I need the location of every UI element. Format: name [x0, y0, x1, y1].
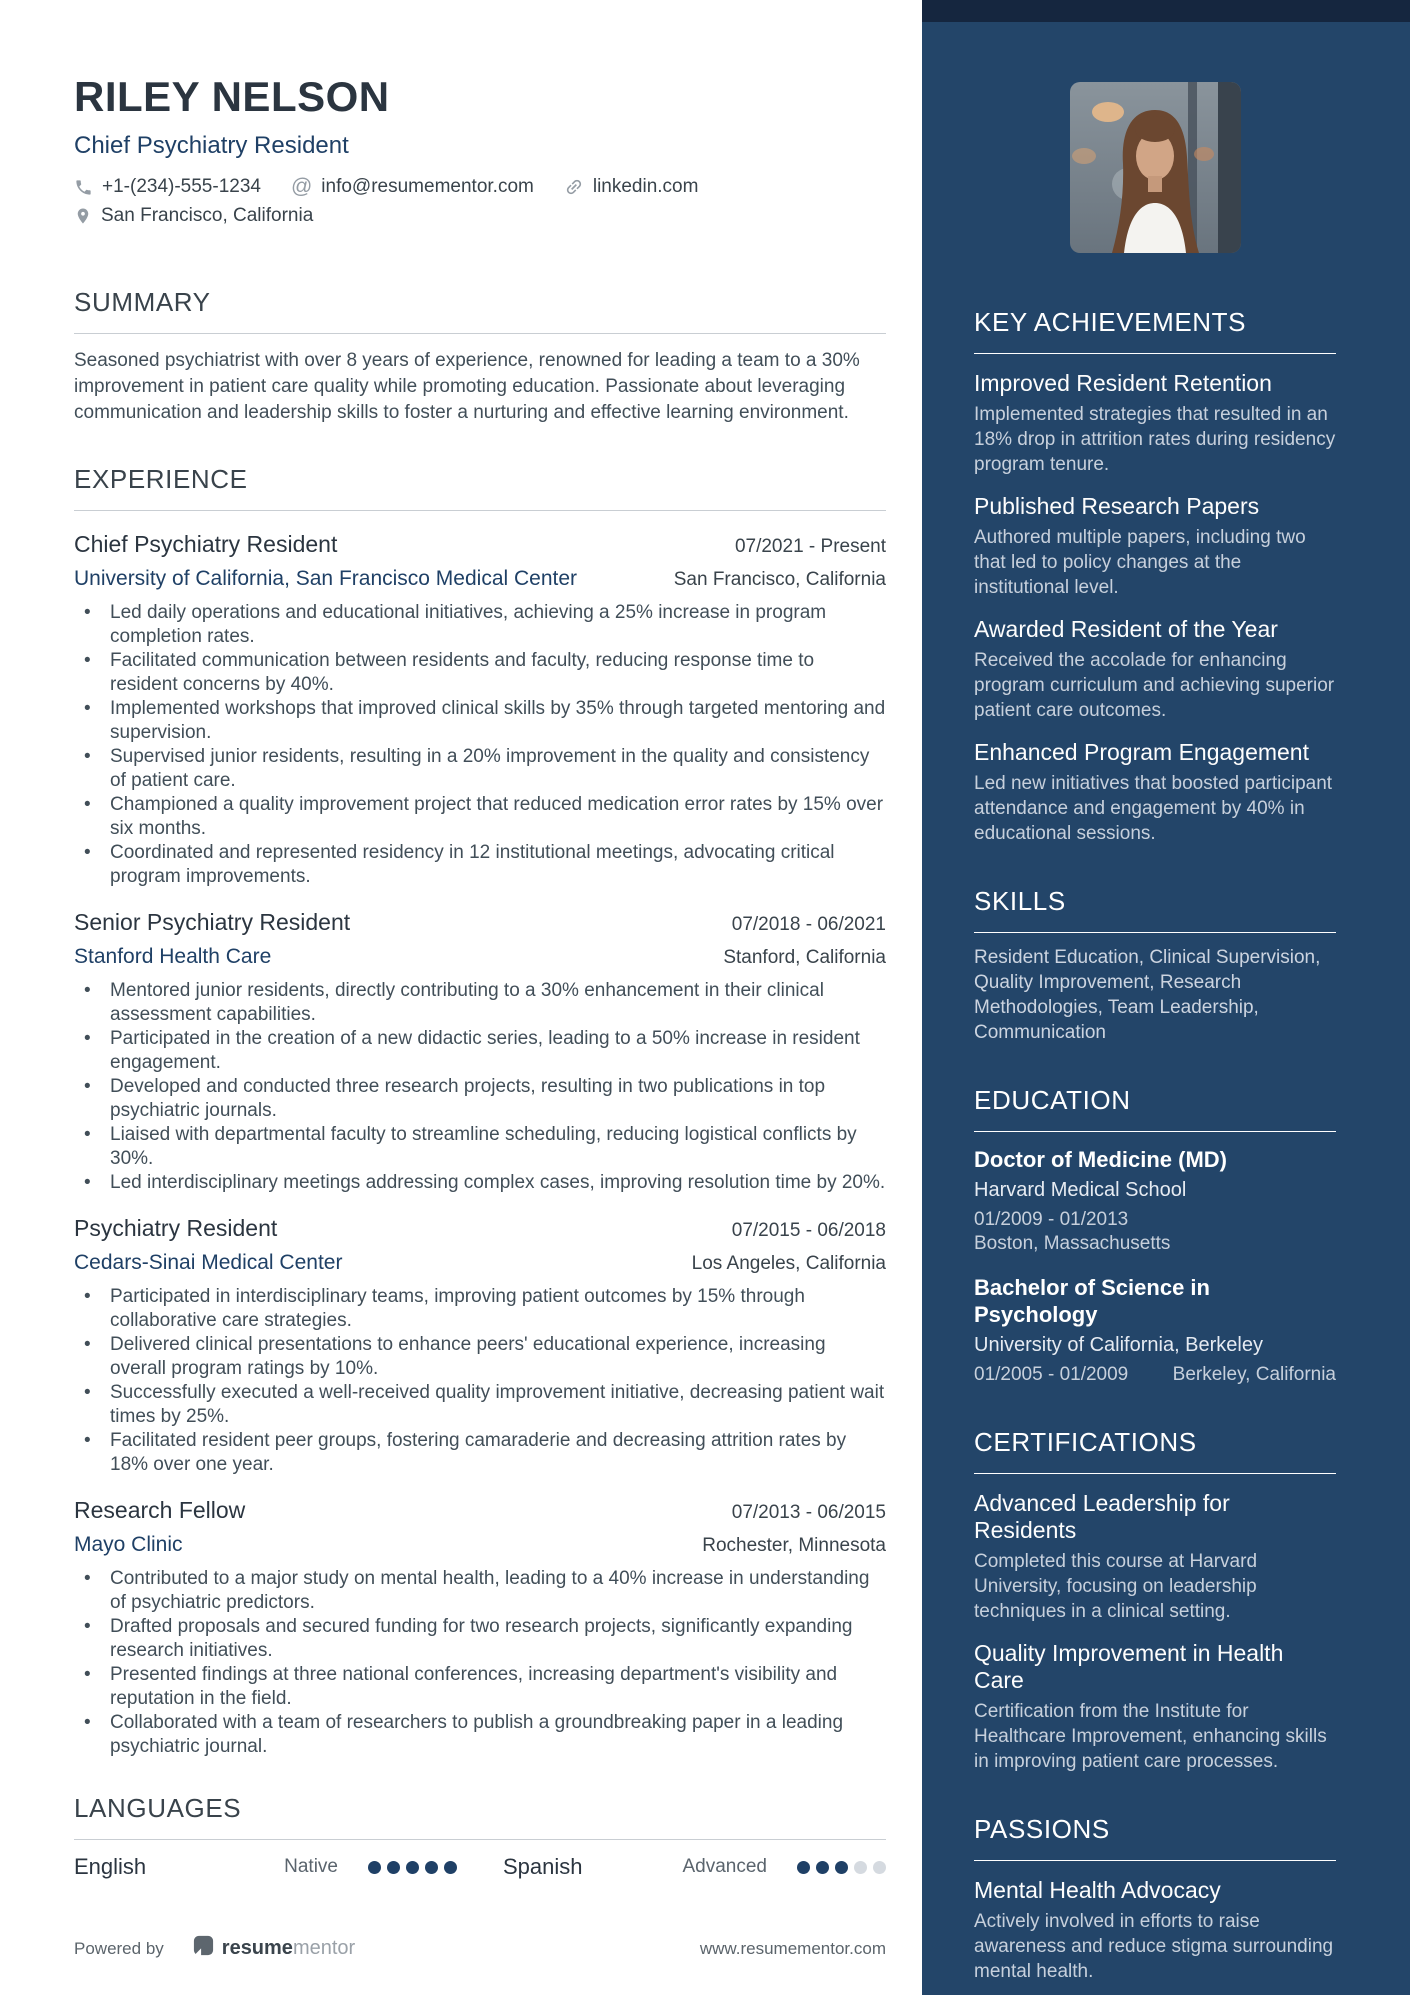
footer: [74, 1934, 886, 1963]
degree-location: Boston, Massachusetts: [974, 1233, 1171, 1254]
job-bullets: [74, 1285, 886, 1477]
summary-heading: SUMMARY: [74, 287, 886, 334]
sidebar: [922, 0, 1410, 1995]
achievement-text: Led new initiatives that boosted participant attendance and engagement by 40% in educational sessions.: [974, 773, 1333, 844]
profile-photo: [1070, 82, 1241, 253]
job-title: Chief Psychiatry Resident: [74, 531, 338, 557]
achievement-text: Implemented strategies that resulted in an 18% drop in attrition rates during residency program tenure.: [974, 404, 1336, 475]
bullet-item: • Contributed to a major study on mental health, leading to a 40% increase in understanding of psychiatric predictors.: [74, 1567, 886, 1615]
skills-heading: SKILLS: [974, 886, 1336, 933]
bullet-item: • Championed a quality improvement project that reduced medication error rates by 15% over six months.: [74, 793, 886, 841]
certification-text: Completed this course at Harvard University, focusing on leadership techniques in a clinical setting.: [974, 1551, 1258, 1622]
phone-icon: [74, 178, 93, 197]
degree-dates: 01/2009 - 01/2013: [974, 1209, 1129, 1230]
location-text: San Francisco, California: [101, 205, 314, 226]
website-link[interactable]: www.resumementor.com: [699, 1938, 886, 1958]
email-item[interactable]: [291, 176, 534, 198]
linkedin-item[interactable]: [564, 176, 699, 198]
passion-text: Actively involved in efforts to raise awareness and reduce stigma surrounding mental health.: [974, 1911, 1334, 1982]
bullet-item: • Collaborated with a team of researchers to publish a groundbreaking paper in a leading psychiatric journal.: [74, 1711, 886, 1759]
education-entry: [974, 1274, 1336, 1387]
job-company: University of California, San Francisco Medical Center: [74, 567, 578, 590]
bullet-item: • Drafted proposals and secured funding for two research projects, significantly expanding research initiatives.: [74, 1615, 886, 1663]
job-dates: 07/2018 - 06/2021: [731, 914, 886, 935]
sidebar-content: [922, 82, 1410, 1984]
achievement-item: [974, 616, 1336, 723]
linkedin-link[interactable]: linkedin.com: [592, 176, 699, 197]
passions-section: [974, 1814, 1336, 1984]
certification-item: [974, 1640, 1336, 1774]
job-bullets: [74, 1567, 886, 1759]
achievement-title: Enhanced Program Engagement: [974, 739, 1309, 765]
language-item: [503, 1854, 886, 1880]
language-dots: [368, 1861, 457, 1874]
bullet-item: • Implemented workshops that improved clinical skills by 35% through targeted mentoring and supervision.: [74, 697, 886, 745]
achievement-title: Improved Resident Retention: [974, 370, 1272, 396]
phone-item: [74, 176, 261, 198]
brand-mentor: mentor: [292, 1937, 356, 1959]
achievement-item: [974, 739, 1336, 846]
language-name: Spanish: [503, 1854, 583, 1879]
link-icon: [564, 177, 584, 197]
job-entry: [74, 531, 886, 889]
job-entry: [74, 909, 886, 1195]
email-link[interactable]: info@resumementor.com: [321, 176, 534, 197]
certification-text: Certification from the Institute for Healthcare Improvement, enhancing skills in improving patient care processes.: [974, 1701, 1327, 1772]
certifications-heading: CERTIFICATIONS: [974, 1427, 1336, 1474]
bullet-item: • Facilitated resident peer groups, fostering camaraderie and decreasing attrition rates by 18% over one year.: [74, 1429, 886, 1477]
degree-school: Harvard Medical School: [974, 1179, 1187, 1201]
degree-title: Bachelor of Science in Psychology: [974, 1275, 1210, 1327]
job-location: Stanford, California: [723, 947, 886, 968]
achievement-text: Authored multiple papers, including two that led to policy changes at the institutional level.: [974, 527, 1306, 598]
bullet-item: • Facilitated communication between residents and faculty, reducing response time to resident concerns by 40%.: [74, 649, 886, 697]
certification-item: [974, 1490, 1336, 1624]
bullet-item: • Supervised junior residents, resulting in a 20% improvement in the quality and consistency of patient care.: [74, 745, 886, 793]
person-name: RILEY NELSON: [74, 73, 390, 120]
job-bullets: [74, 979, 886, 1195]
location-item: [74, 205, 313, 227]
brand: [192, 1934, 355, 1963]
bullet-item: • Liaised with departmental faculty to streamline scheduling, reducing logistical conflicts by 30%.: [74, 1123, 886, 1171]
brand-resume: resume: [221, 1937, 293, 1959]
certification-title: Quality Improvement in Health Care: [974, 1640, 1284, 1693]
language-level: Advanced: [682, 1856, 767, 1877]
degree-title: Doctor of Medicine (MD): [974, 1147, 1227, 1172]
job-location: Rochester, Minnesota: [702, 1535, 886, 1556]
passion-item: [974, 1877, 1336, 1984]
languages-row: [74, 1854, 886, 1880]
language-level: Native: [284, 1856, 338, 1877]
powered-by-label: Powered by: [74, 1938, 164, 1958]
job-title: Psychiatry Resident: [74, 1215, 278, 1241]
bullet-item: • Presented findings at three national conferences, increasing department's visibility and reputation in the field.: [74, 1663, 886, 1711]
achievement-item: [974, 493, 1336, 600]
bullet-item: • Led daily operations and educational initiatives, achieving a 25% increase in program completion rates.: [74, 601, 886, 649]
location-row: [74, 205, 886, 227]
job-title: Senior Psychiatry Resident: [74, 909, 351, 935]
achievement-title: Awarded Resident of the Year: [974, 616, 1278, 642]
job-company: Mayo Clinic: [74, 1533, 183, 1556]
location-pin-icon: [74, 207, 92, 225]
person-title: Chief Psychiatry Resident: [74, 132, 349, 159]
key-achievements-section: [974, 307, 1336, 846]
bullet-item: • Successfully executed a well-received quality improvement initiative, decreasing patient wait times by 25%.: [74, 1381, 886, 1429]
education-entry: [974, 1146, 1336, 1256]
experience-heading: EXPERIENCE: [74, 464, 886, 511]
degree-location: Berkeley, California: [1172, 1364, 1336, 1385]
bullet-item: • Participated in interdisciplinary teams, improving patient outcomes by 15% through collaborative care strategies.: [74, 1285, 886, 1333]
education-heading: EDUCATION: [974, 1085, 1336, 1132]
experience-section: [74, 464, 886, 1759]
job-dates: 07/2013 - 06/2015: [731, 1502, 886, 1523]
job-entry: [74, 1497, 886, 1759]
summary-text: Seasoned psychiatrist with over 8 years of experience, renowned for leading a team to a 30% improvement in patient care quality while promoting education. Passionate about leveraging communication and leadership skills to foster a nurturing and effective learning environment.: [74, 350, 860, 423]
job-company: Cedars-Sinai Medical Center: [74, 1251, 343, 1274]
language-dots: [797, 1861, 886, 1874]
brand-logo-icon: [192, 1934, 215, 1963]
degree-school: University of California, Berkeley: [974, 1334, 1263, 1356]
degree-dates: 01/2005 - 01/2009: [974, 1364, 1129, 1385]
summary-section: [74, 287, 886, 426]
job-company: Stanford Health Care: [74, 945, 272, 968]
language-item: [74, 1854, 457, 1880]
job-location: San Francisco, California: [673, 569, 886, 590]
languages-heading: LANGUAGES: [74, 1793, 886, 1840]
skills-text: Resident Education, Clinical Supervision, Quality Improvement, Research Methodologies, Team Leadership, Communication: [974, 947, 1321, 1043]
bullet-item: • Led interdisciplinary meetings addressing complex cases, improving resolution time by 20%.: [74, 1171, 886, 1195]
certifications-section: [974, 1427, 1336, 1774]
bullet-item: • Participated in the creation of a new didactic series, leading to a 50% increase in resident engagement.: [74, 1027, 886, 1075]
job-location: Los Angeles, California: [691, 1253, 886, 1274]
skills-section: [974, 886, 1336, 1045]
bullet-item: • Mentored junior residents, directly contributing to a 30% enhancement in their clinical assessment capabilities.: [74, 979, 886, 1027]
bullet-item: • Delivered clinical presentations to enhance peers' educational experience, increasing overall program ratings by 10%.: [74, 1333, 886, 1381]
contact-row: [74, 176, 886, 198]
phone-number: +1-(234)-555-1234: [102, 176, 261, 197]
job-dates: 07/2021 - Present: [734, 536, 886, 557]
sidebar-top-strip: [922, 0, 1410, 22]
passions-heading: PASSIONS: [974, 1814, 1336, 1861]
job-title: Research Fellow: [74, 1497, 246, 1523]
language-name: English: [74, 1854, 147, 1879]
achievement-text: Received the accolade for enhancing program curriculum and achieving superior patient care outcomes.: [974, 650, 1335, 721]
at-icon: @: [290, 175, 313, 198]
passion-title: Mental Health Advocacy: [974, 1877, 1221, 1903]
key-achievements-heading: KEY ACHIEVEMENTS: [974, 307, 1336, 354]
languages-section: [74, 1793, 886, 1880]
bullet-item: • Developed and conducted three research projects, resulting in two publications in top psychiatric journals.: [74, 1075, 886, 1123]
certification-title: Advanced Leadership for Residents: [974, 1490, 1230, 1543]
bullet-item: • Coordinated and represented residency in 12 institutional meetings, advocating critical program improvements.: [74, 841, 886, 889]
job-bullets: [74, 601, 886, 889]
education-section: [974, 1085, 1336, 1387]
job-dates: 07/2015 - 06/2018: [731, 1220, 886, 1241]
job-entry: [74, 1215, 886, 1477]
achievement-item: [974, 370, 1336, 477]
achievement-title: Published Research Papers: [974, 493, 1260, 519]
